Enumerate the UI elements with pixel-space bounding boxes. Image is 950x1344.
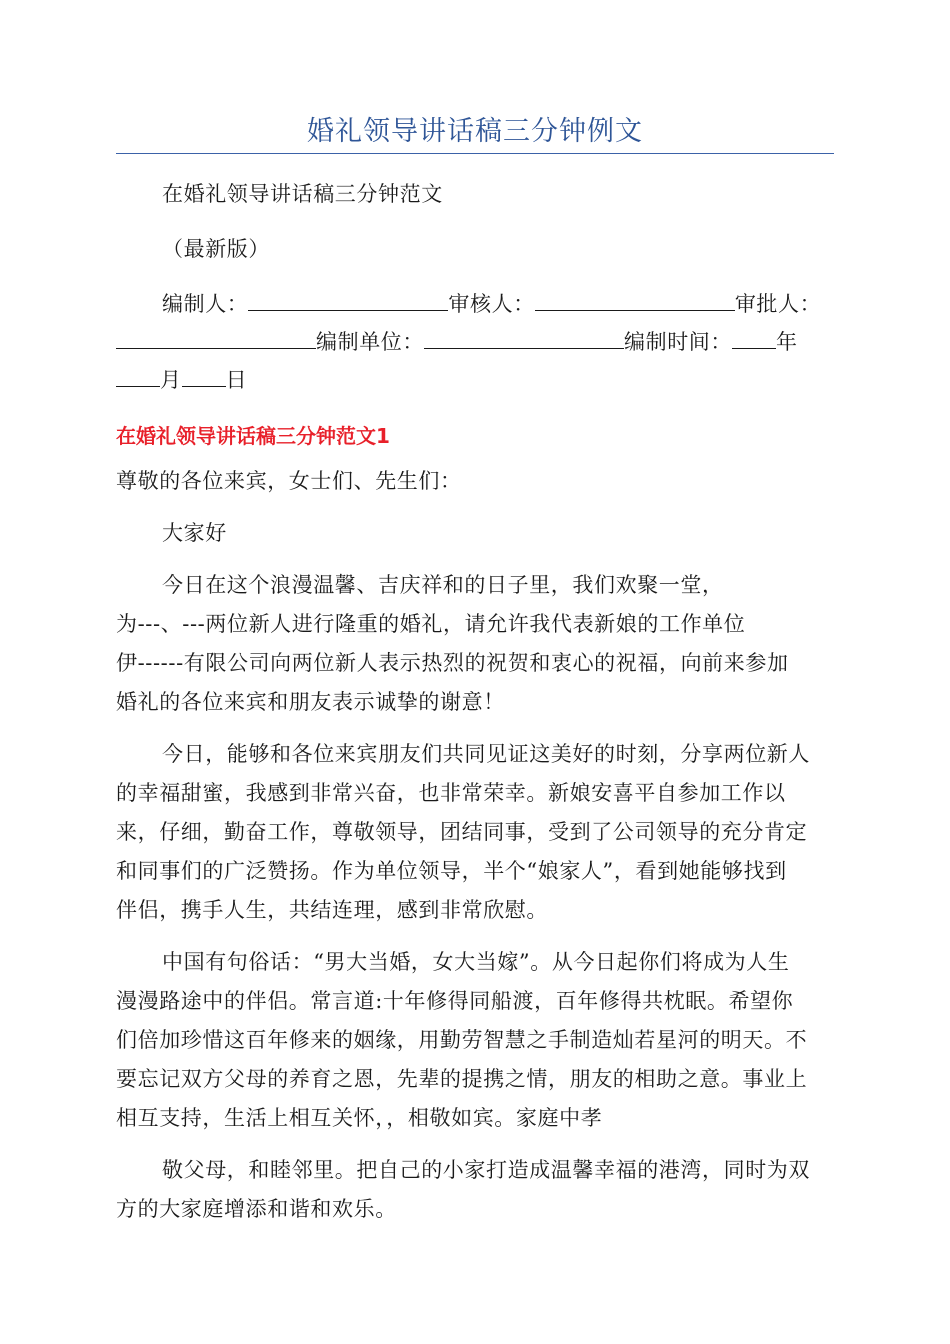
document-title: 婚礼领导讲话稿三分钟例文 (307, 116, 643, 147)
paragraph-3-line-5: 相互支持，生活上相互关怀，，相敬如宾。家庭中孝 (116, 1106, 603, 1130)
paragraph-2-line-4: 和同事们的广泛赞扬。作为单位领导，半个“娘家人”，看到她能够找到 (116, 859, 787, 883)
salutation: 尊敬的各位来宾，女士们、先生们： (116, 469, 462, 493)
year-blank (732, 328, 776, 349)
day-label: 日 (225, 368, 248, 392)
month-label: 月 (160, 368, 182, 392)
greeting: 大家好 (162, 521, 227, 545)
form-row-2 (116, 328, 834, 356)
form-row-1 (162, 290, 834, 318)
paragraph-2-line-2: 的幸福甜蜜，我感到非常兴奋，也非常荣幸。新娘安喜平自参加工作以 (116, 781, 786, 805)
paragraph-3-line-3: 们倍加珍惜这百年修来的姻缘，用勤劳智慧之手制造灿若星河的明天。不 (116, 1028, 808, 1052)
paragraph-1-line-3: 伊------有限公司向两位新人表示热烈的祝贺和衷心的祝福，向前来参加 (116, 651, 789, 675)
paragraph-1-line-1: 今日在这个浪漫温馨、吉庆祥和的日子里，我们欢聚一堂， (162, 573, 724, 597)
day-blank (182, 366, 226, 387)
paragraph-4-line-1: 敬父母，和睦邻里。把自己的小家打造成温馨幸福的港湾，同时为双 (162, 1158, 810, 1182)
approver-label: 审批人： (734, 292, 822, 316)
month-blank (116, 366, 160, 387)
unit-label: 编制单位： (316, 330, 424, 354)
year-label: 年 (776, 330, 798, 354)
reviewer-label: 审核人： (448, 292, 535, 316)
paragraph-2-line-1: 今日，能够和各位来宾朋友们共同见证这美好的时刻，分享两位新人 (162, 742, 810, 766)
paragraph-2-line-5: 伴侣，携手人生，共结连理，感到非常欣慰。 (116, 898, 548, 922)
section-heading: 在婚礼领导讲话稿三分钟范文1 (116, 424, 390, 448)
paragraph-3-line-2: 漫漫路途中的伴侣。常言道:十年修得同船渡，百年修得共枕眠。希望你 (116, 989, 794, 1013)
form-row-3 (116, 366, 834, 394)
paragraph-1-line-4: 婚礼的各位来宾和朋友表示诚挚的谢意！ (116, 690, 505, 714)
time-label: 编制时间： (624, 330, 732, 354)
unit-blank (424, 328, 624, 349)
paragraph-3-line-1: 中国有句俗话：“男大当婚，女大当嫁”。从今日起你们将成为人生 (162, 950, 790, 974)
paragraph-1-line-2: 为---、---两位新人进行隆重的婚礼，请允许我代表新娘的工作单位 (116, 612, 746, 636)
editor-label: 编制人： (162, 292, 249, 316)
paragraph-2-line-3: 来，仔细，勤奋工作，尊敬领导，团结同事，受到了公司领导的充分肯定 (116, 820, 808, 844)
title-divider (116, 153, 834, 154)
approver-blank (116, 328, 316, 349)
paragraph-4-line-2: 方的大家庭增添和谐和欢乐。 (116, 1197, 397, 1221)
edition-note: （最新版） (162, 237, 270, 261)
paragraph-3-line-4: 要忘记双方父母的养育之恩，先辈的提携之情，朋友的相助之意。事业上 (116, 1067, 808, 1091)
document-subtitle: 在婚礼领导讲话稿三分钟范文 (162, 182, 443, 206)
reviewer-blank (535, 290, 735, 311)
editor-blank (248, 290, 448, 311)
